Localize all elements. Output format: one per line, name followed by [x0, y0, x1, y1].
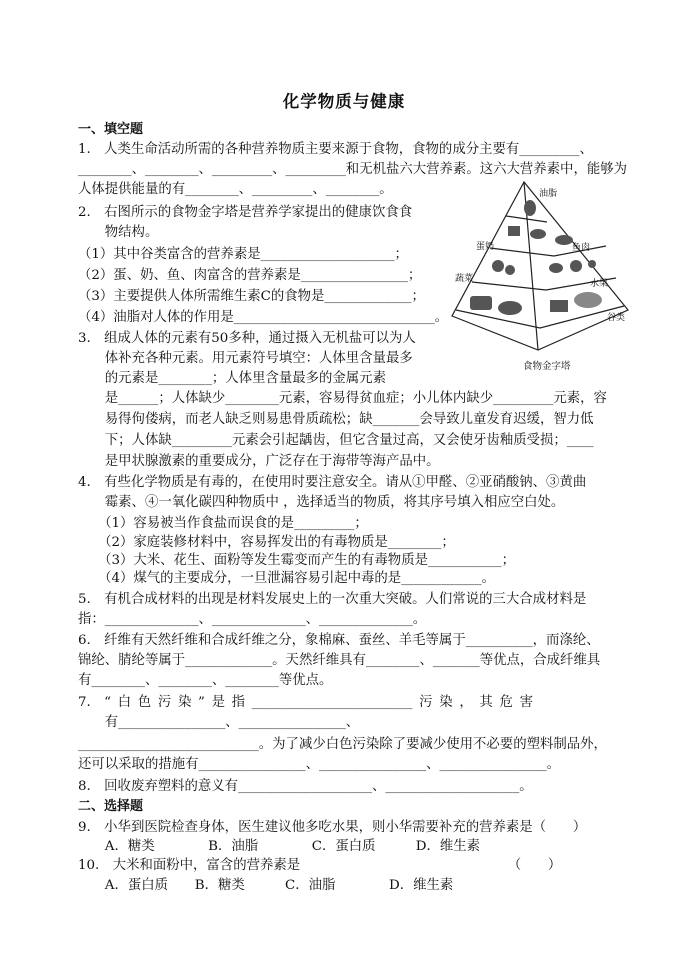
question-line: （3）主要提供人体所需维生素C的食物是_____________； [78, 289, 425, 304]
question-line: A．糖类 B．油脂 C．蛋白质 D．维生素 [78, 839, 481, 854]
pyramid-label-egg: 蛋奶 [476, 242, 495, 252]
pyramid-caption: 食物金字塔 [523, 361, 571, 372]
question-line: 9. 小华到医院检查身体，医生建议他多吃水果，则小华需要补充的营养素是（ ） [78, 820, 587, 835]
question-line: 1. 人类生命活动所需的各种营养物质主要来源于食物，食物的成分主要有_________、 [78, 142, 593, 157]
question-line: 锦纶、腈纶等属于_____________。天然纤维具有________、_______等优点，合成纤维具 [78, 653, 601, 668]
question-line: 是甲状腺激素的重要成分，广泛存在于海带等海产品中。 [78, 454, 440, 469]
question-line: 物结构。 [78, 225, 159, 240]
question-line: 2. 右图所示的食物金字塔是营养学家提出的健康饮食食 [78, 205, 413, 220]
question-line: 4. 有些化学物质是有毒的，在使用时要注意安全。请从①甲醛、②亚硝酸钠、③黄曲 [78, 475, 587, 490]
question-line: 还可以采取的措施有________________、________________、________________。 [78, 757, 561, 772]
question-line: 的元素是________；人体里含量最多的金属元素 [78, 371, 386, 386]
question-line: （1）其中谷类富含的营养素是____________________； [78, 247, 408, 262]
question-line: 霉素、④一氧化碳四种物质中 ，选择适当的物质，将其序号填入相应空白处。 [78, 495, 565, 510]
section-heading-choice: 二、选择题 [78, 799, 144, 814]
question-line: 易得佝偻病，而老人缺乏则易患骨质疏松；缺_______会导致儿童发育迟缓，智力低 [78, 412, 594, 427]
question-line: （3）大米、花生、面粉等发生霉变而产生的有毒物质是___________； [78, 553, 516, 568]
question-line: 3. 组成人体的元素有50多种，通过摄入无机盐可以为人 [78, 331, 416, 346]
pyramid-label-veg: 蔬菜 [455, 274, 474, 284]
pyramid-label-grain: 谷类 [607, 313, 626, 323]
pyramid-label-fruit: 水果 [590, 279, 609, 289]
question-line: 人体提供能量的有________、_________、________。 [78, 182, 393, 197]
question-line: （4）煤气的主要成分，一旦泄漏容易引起中毒的是____________。 [78, 571, 495, 586]
section-heading-fill: 一、填空题 [78, 122, 144, 137]
question-line: （4）油脂对人体的作用是______________________________。 [78, 310, 449, 325]
question-line: （2）蛋、奶、鱼、肉富含的营养素是________________； [78, 268, 422, 283]
question-line: 6. 纤维有天然纤维和合成纤维之分，象棉麻、蚕丝、羊毛等属于__________，而涤纶、 [78, 633, 600, 648]
question-line: 5. 有机合成材料的出现是材料发展史上的一次重大突破。人们常说的三大合成材料是 [78, 592, 587, 607]
question-line: 7. “ 白 色 污 染 ” 是 指 ________________________ 污 染 ， 其 危 害 [78, 695, 533, 710]
question-line: （1）容易被当作食盐而误食的是_________； [78, 516, 368, 531]
pyramid-label-oil: 油脂 [539, 189, 558, 199]
question-line: ________、________、_________、_________和无机盐六大营养素。这六大营养素中，能够为 [78, 162, 628, 177]
question-line: 体补充各种元素。用元素符号填空：人体里含量最多 [78, 351, 413, 366]
question-line: 下；人体缺_________元素会引起龋齿，但它含量过高，又会使牙齿釉质受损；____ [78, 433, 594, 448]
question-line: 10. 大米和面粉中，富含的营养素是 （ ） [78, 858, 562, 873]
question-line: 指：______________、______________、______________。 [78, 612, 427, 627]
question-line: 有________________、________________、 [78, 715, 360, 730]
question-line: 有________、________、________等优点。 [78, 673, 333, 688]
pyramid-label-meat: 鱼肉 [572, 243, 591, 253]
page-title: 化学物质与健康 [282, 92, 406, 111]
question-line: （2）家庭装修材料中，容易挥发出的有毒物质是________； [78, 535, 455, 550]
question-line: ___________________________。为了减少白色污染除了要减少使用不必要的塑料制品外， [78, 737, 607, 752]
question-line: 8. 回收废弃塑料的意义有____________________、____________________。 [78, 779, 533, 794]
question-line: 是______；人体缺少________元素，容易得贫血症；小儿体内缺少_________元素，容 [78, 391, 607, 406]
question-line: A．蛋白质 B．糖类 C．油脂 D．维生素 [78, 878, 454, 893]
